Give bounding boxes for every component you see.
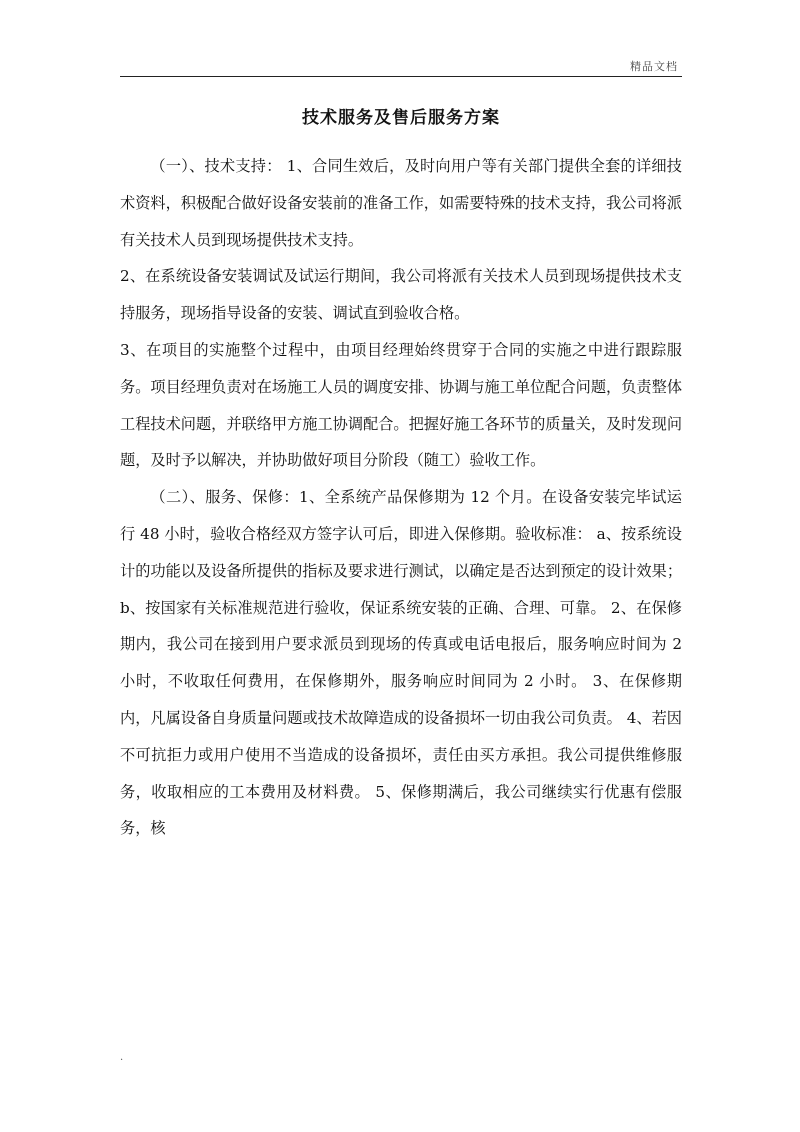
paragraph-technical-support: （一）、技术支持： 1、合同生效后，及时向用户等有关部门提供全套的详细技术资料，积极配合做好设备安装前的准备工作，如需要特殊的技术支持，我公司将派有关技术人员到现场提供技术支持。	[120, 157, 682, 249]
document-title: 技术服务及售后服务方案	[302, 108, 500, 128]
document-body	[120, 148, 682, 847]
footer-mark: .	[120, 1052, 124, 1063]
paragraph-project-tracking: 3、在项目的实施整个过程中，由项目经理始终贯穿于合同的实施之中进行跟踪服务。项目经理负责对在场施工人员的调度安排、协调与施工单位配合问题，负责整体工程技术问题，并联络甲方施工协调配合。把握好施工各环节的质量关，及时发现问题，及时予以解决，并协助做好项目分阶段（随工）验收工作。	[120, 340, 682, 470]
paragraph-service-warranty: （二）、服务、保修：1、全系统产品保修期为 12 个月。在设备安装完毕试运行 48 小时，验收合格经双方签字认可后，即进入保修期。验收标准： a、按系统设计的功能以及设备所提供的指标及要求进行测试，以确定是否达到预定的设计效果； b、按国家有关标准规范进行验收，保证系统安装的正确、合理、可靠。 2、在保修期内，我公司在接到用户要求派员到现场的传真或电话电报后，服务响应时间为 2 小时，不收取任何费用，在保修期外，服务响应时间同为 2 小时。 3、在保修期内，凡属设备自身质量问题或技术故障造成的设备损坏一切由我公司负责。 4、若因不可抗拒力或用户使用不当造成的设备损坏，责任由买方承担。我公司提供维修服务，收取相应的工本费用及材料费。 5、保修期满后，我公司继续实行优惠有偿服务，核	[120, 488, 682, 838]
header-label: 精品文档	[630, 60, 678, 73]
paragraph-installation-support: 2、在系统设备安装调试及试运行期间，我公司将派有关技术人员到现场提供技术支持服务，现场指导设备的安装、调试直到验收合格。	[120, 267, 682, 323]
header-divider	[120, 76, 682, 77]
